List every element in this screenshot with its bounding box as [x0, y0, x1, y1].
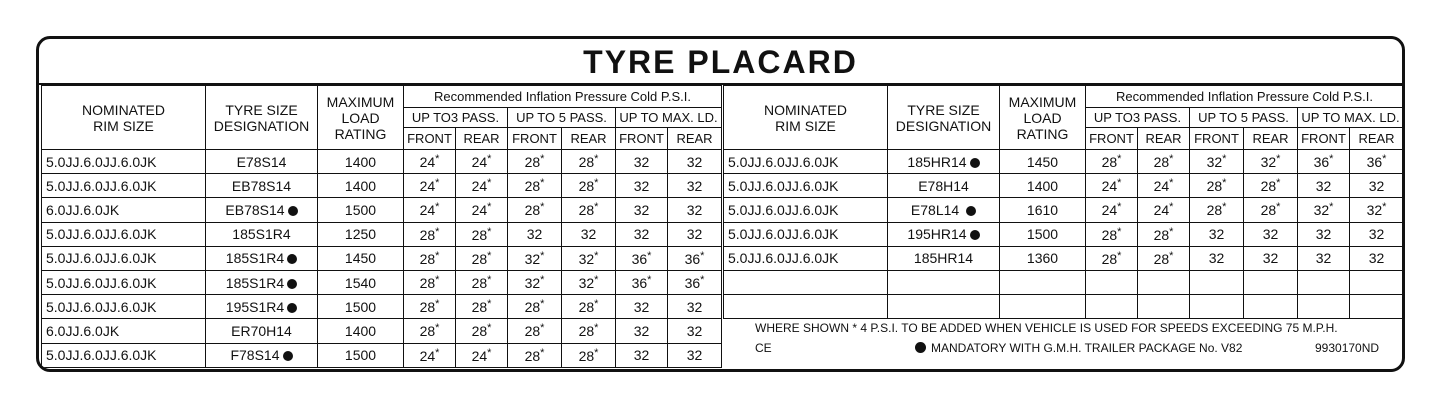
bullet-dot-icon — [287, 254, 297, 264]
empty-cell — [888, 270, 1000, 294]
mandatory-note — [915, 341, 1242, 355]
table-row — [724, 222, 1404, 246]
part-code: 9930170ND — [1315, 341, 1380, 355]
rim-size-cell: 6.0JJ.6.0JK — [42, 198, 206, 222]
pressure-cell: 32* — [562, 246, 616, 270]
rim-size-header: NOMINATED RIM SIZE — [42, 86, 206, 150]
front-header: FRONT — [404, 128, 456, 150]
load-rating-cell: 1400 — [1000, 174, 1086, 198]
table-row — [724, 150, 1404, 174]
pressure-cell: 28* — [1138, 246, 1190, 270]
rear-header: REAR — [1350, 128, 1404, 150]
pressure-cell: 24* — [456, 150, 508, 174]
up-to-3-header: UP TO3 PASS. — [404, 108, 508, 128]
pressure-cell: 36* — [668, 270, 722, 294]
rim-size-cell: 5.0JJ.6.0JJ.6.0JK — [42, 246, 206, 270]
pressure-cell: 32 — [1190, 246, 1244, 270]
pressure-cell: 32 — [616, 295, 668, 319]
empty-cell — [1000, 270, 1086, 294]
front-header: FRONT — [508, 128, 562, 150]
pressure-cell: 28* — [562, 198, 616, 222]
bullet-dot-icon — [288, 206, 298, 216]
load-rating-cell: 1450 — [318, 246, 404, 270]
mandatory-text: MANDATORY WITH G.M.H. TRAILER PACKAGE No. V82 — [931, 341, 1243, 355]
pressure-cell: 24* — [404, 150, 456, 174]
empty-cell — [1298, 270, 1350, 294]
rim-size-cell: 5.0JJ.6.0JJ.6.0JK — [42, 295, 206, 319]
load-rating-cell: 1400 — [318, 319, 404, 343]
pressure-cell: 28* — [456, 319, 508, 343]
pressure-cell: 32 — [668, 319, 722, 343]
pressure-cell: 32 — [616, 198, 668, 222]
pressure-cell: 32* — [1190, 150, 1244, 174]
rim-size-cell: 5.0JJ.6.0JJ.6.0JK — [724, 246, 888, 270]
empty-cell — [1190, 270, 1244, 294]
rim-size-cell: 5.0JJ.6.0JJ.6.0JK — [724, 198, 888, 222]
tyre-size-cell: E78S14 — [206, 150, 318, 174]
pressure-cell: 32 — [1350, 222, 1404, 246]
up-to-3-header: UP TO3 PASS. — [1086, 108, 1190, 128]
empty-cell — [1138, 270, 1190, 294]
pressure-cell: 32 — [562, 222, 616, 246]
load-rating-cell: 1500 — [318, 295, 404, 319]
tyre-size-cell: 185S1R4 — [206, 270, 318, 294]
pressure-cell: 24* — [456, 343, 508, 367]
pressure-cell: 32 — [1298, 246, 1350, 270]
pressure-cell: 24* — [1086, 174, 1138, 198]
pressure-cell: 28* — [508, 343, 562, 367]
bullet-dot-icon — [970, 230, 980, 240]
pressure-cell: 32 — [1244, 246, 1298, 270]
load-rating-header: MAXIMUM LOAD RATING — [318, 86, 404, 150]
empty-cell — [1350, 270, 1404, 294]
load-rating-cell: 1500 — [318, 198, 404, 222]
pressure-cell: 32 — [508, 222, 562, 246]
tyre-size-cell: 185S1R4 — [206, 222, 318, 246]
pressure-cell: 36* — [616, 270, 668, 294]
empty-cell — [1244, 270, 1298, 294]
empty-cell — [1350, 295, 1404, 319]
tyre-size-cell: E78H14 — [888, 174, 1000, 198]
pressure-cell: 24* — [404, 198, 456, 222]
pressure-cell: 24* — [404, 343, 456, 367]
pressure-cell: 36* — [1350, 150, 1404, 174]
tyre-size-cell: 195S1R4 — [206, 295, 318, 319]
empty-cell — [724, 295, 888, 319]
load-rating-cell: 1540 — [318, 270, 404, 294]
pressure-cell: 28* — [456, 295, 508, 319]
load-rating-cell: 1400 — [318, 150, 404, 174]
pressure-cell: 24* — [404, 174, 456, 198]
tyre-size-cell: 185S1R4 — [206, 246, 318, 270]
rim-size-header: NOMINATED RIM SIZE — [724, 86, 888, 150]
load-rating-cell: 1250 — [318, 222, 404, 246]
left-pressure-table — [41, 85, 722, 368]
empty-cell — [1086, 270, 1138, 294]
pressure-cell: 32 — [616, 319, 668, 343]
empty-row — [724, 270, 1404, 294]
pressure-cell: 32 — [1244, 222, 1298, 246]
pressure-cell: 36* — [1298, 150, 1350, 174]
tyre-size-cell: 185HR14 — [888, 246, 1000, 270]
pressure-cell: 28* — [404, 270, 456, 294]
empty-cell — [1086, 295, 1138, 319]
pressure-cell: 32* — [508, 246, 562, 270]
pressure-cell: 28* — [456, 246, 508, 270]
header-row — [42, 86, 722, 108]
tyre-size-header: TYRE SIZE DESIGNATION — [206, 86, 318, 150]
pressure-cell: 24* — [456, 198, 508, 222]
pressure-cell: 28* — [562, 295, 616, 319]
table-row — [42, 246, 722, 270]
table-row — [42, 174, 722, 198]
rim-size-cell: 5.0JJ.6.0JJ.6.0JK — [42, 174, 206, 198]
tyre-size-cell: ER70H14 — [206, 319, 318, 343]
pressure-cell: 32 — [616, 343, 668, 367]
pressure-cell: 32* — [1350, 198, 1404, 222]
pressure-cell: 28* — [562, 343, 616, 367]
bullet-dot-icon — [970, 158, 980, 168]
pressure-cell: 32 — [616, 222, 668, 246]
pressure-cell: 28* — [404, 222, 456, 246]
rim-size-cell: 5.0JJ.6.0JJ.6.0JK — [42, 343, 206, 367]
pressure-cell: 24* — [1138, 198, 1190, 222]
table-row — [42, 150, 722, 174]
speed-note: WHERE SHOWN * 4 P.S.I. TO BE ADDED WHEN VEHICLE IS USED FOR SPEEDS EXCEEDING 75 M.P.H. — [755, 321, 1338, 335]
load-rating-header: MAXIMUM LOAD RATING — [1000, 86, 1086, 150]
pressure-cell: 28* — [456, 270, 508, 294]
table-row — [42, 222, 722, 246]
rim-size-cell: 5.0JJ.6.0JJ.6.0JK — [42, 222, 206, 246]
pressure-cell: 28* — [562, 174, 616, 198]
pressure-cell: 32 — [1298, 222, 1350, 246]
pressure-cell: 28* — [1086, 222, 1138, 246]
pressure-cell: 32 — [1350, 246, 1404, 270]
tyre-size-cell: EB78S14 — [206, 198, 318, 222]
rim-size-cell: 5.0JJ.6.0JJ.6.0JK — [724, 150, 888, 174]
pressure-cell: 32 — [668, 150, 722, 174]
bullet-dot-icon — [287, 303, 297, 313]
pressure-cell: 32 — [1298, 174, 1350, 198]
up-to-5-header: UP TO 5 PASS. — [1190, 108, 1298, 128]
pressure-cell: 28* — [1244, 198, 1298, 222]
pressure-cell: 28* — [404, 246, 456, 270]
pressure-group-header: Recommended Inflation Pressure Cold P.S.I. — [1086, 86, 1404, 108]
pressure-cell: 32 — [1190, 222, 1244, 246]
pressure-cell: 36* — [668, 246, 722, 270]
table-row — [724, 246, 1404, 270]
front-header: FRONT — [1086, 128, 1138, 150]
rim-size-cell: 5.0JJ.6.0JJ.6.0JK — [42, 270, 206, 294]
pressure-cell: 32 — [668, 343, 722, 367]
table-row — [42, 270, 722, 294]
pressure-cell: 32 — [616, 150, 668, 174]
pressure-cell: 36* — [616, 246, 668, 270]
pressure-cell: 28* — [508, 198, 562, 222]
pressure-cell: 32 — [668, 198, 722, 222]
pressure-cell: 32 — [616, 174, 668, 198]
rim-size-cell: 5.0JJ.6.0JJ.6.0JK — [42, 150, 206, 174]
load-rating-cell: 1500 — [318, 343, 404, 367]
pressure-cell: 28* — [1138, 222, 1190, 246]
rim-size-cell: 5.0JJ.6.0JJ.6.0JK — [724, 222, 888, 246]
pressure-cell: 28* — [508, 150, 562, 174]
bullet-dot-icon — [283, 351, 293, 361]
empty-cell — [888, 295, 1000, 319]
pressure-cell: 24* — [456, 174, 508, 198]
rear-header: REAR — [562, 128, 616, 150]
pressure-cell: 28* — [1190, 198, 1244, 222]
placard-title: TYRE PLACARD — [39, 39, 1402, 85]
rear-header: REAR — [668, 128, 722, 150]
pressure-cell: 28* — [404, 319, 456, 343]
pressure-cell: 28* — [456, 222, 508, 246]
pressure-cell: 28* — [508, 174, 562, 198]
pressure-cell: 28* — [1138, 150, 1190, 174]
load-rating-cell: 1400 — [318, 174, 404, 198]
pressure-cell: 28* — [562, 150, 616, 174]
table-row — [724, 198, 1404, 222]
tyre-size-cell: 195HR14 — [888, 222, 1000, 246]
pressure-cell: 28* — [508, 295, 562, 319]
ce-mark: CE — [755, 341, 772, 355]
empty-cell — [1138, 295, 1190, 319]
pressure-cell: 32* — [1244, 150, 1298, 174]
tyre-size-cell: EB78S14 — [206, 174, 318, 198]
empty-cell — [1298, 295, 1350, 319]
pressure-cell: 24* — [1086, 198, 1138, 222]
pressure-cell: 24* — [1138, 174, 1190, 198]
front-header: FRONT — [1190, 128, 1244, 150]
bullet-dot-icon — [287, 279, 297, 289]
empty-cell — [1000, 295, 1086, 319]
up-to-5-header: UP TO 5 PASS. — [508, 108, 616, 128]
table-row — [42, 198, 722, 222]
tyre-size-header: TYRE SIZE DESIGNATION — [888, 86, 1000, 150]
pressure-cell: 28* — [1086, 246, 1138, 270]
right-pressure-table — [723, 85, 1404, 319]
empty-cell — [1190, 295, 1244, 319]
pressure-cell: 32* — [508, 270, 562, 294]
up-to-max-header: UP TO MAX. LD. — [1298, 108, 1404, 128]
pressure-cell: 32 — [668, 222, 722, 246]
rear-header: REAR — [456, 128, 508, 150]
bullet-dot-icon — [915, 342, 926, 353]
pressure-cell: 28* — [508, 319, 562, 343]
table-row — [42, 343, 722, 367]
tyre-size-cell: 185HR14 — [888, 150, 1000, 174]
pressure-cell: 28* — [1086, 150, 1138, 174]
pressure-cell: 28* — [404, 295, 456, 319]
empty-row — [724, 295, 1404, 319]
bullet-dot-icon — [966, 206, 976, 216]
rim-size-cell: 6.0JJ.6.0JK — [42, 319, 206, 343]
header-row — [724, 86, 1404, 108]
rear-header: REAR — [1244, 128, 1298, 150]
front-header: FRONT — [616, 128, 668, 150]
load-rating-cell: 1500 — [1000, 222, 1086, 246]
tyre-placard — [36, 36, 1405, 372]
pressure-cell: 32* — [562, 270, 616, 294]
pressure-cell: 32 — [1350, 174, 1404, 198]
pressure-cell: 28* — [1244, 174, 1298, 198]
pressure-group-header: Recommended Inflation Pressure Cold P.S.I. — [404, 86, 722, 108]
pressure-cell: 28* — [562, 319, 616, 343]
pressure-cell: 28* — [1190, 174, 1244, 198]
load-rating-cell: 1610 — [1000, 198, 1086, 222]
table-row — [724, 174, 1404, 198]
empty-cell — [724, 270, 888, 294]
empty-cell — [1244, 295, 1298, 319]
rear-header: REAR — [1138, 128, 1190, 150]
up-to-max-header: UP TO MAX. LD. — [616, 108, 722, 128]
tyre-size-cell: F78S14 — [206, 343, 318, 367]
front-header: FRONT — [1298, 128, 1350, 150]
table-row — [42, 319, 722, 343]
load-rating-cell: 1360 — [1000, 246, 1086, 270]
pressure-cell: 32* — [1298, 198, 1350, 222]
rim-size-cell: 5.0JJ.6.0JJ.6.0JK — [724, 174, 888, 198]
load-rating-cell: 1450 — [1000, 150, 1086, 174]
table-row — [42, 295, 722, 319]
tyre-size-cell: E78L14 — [888, 198, 1000, 222]
pressure-cell: 32 — [668, 174, 722, 198]
pressure-cell: 32 — [668, 295, 722, 319]
